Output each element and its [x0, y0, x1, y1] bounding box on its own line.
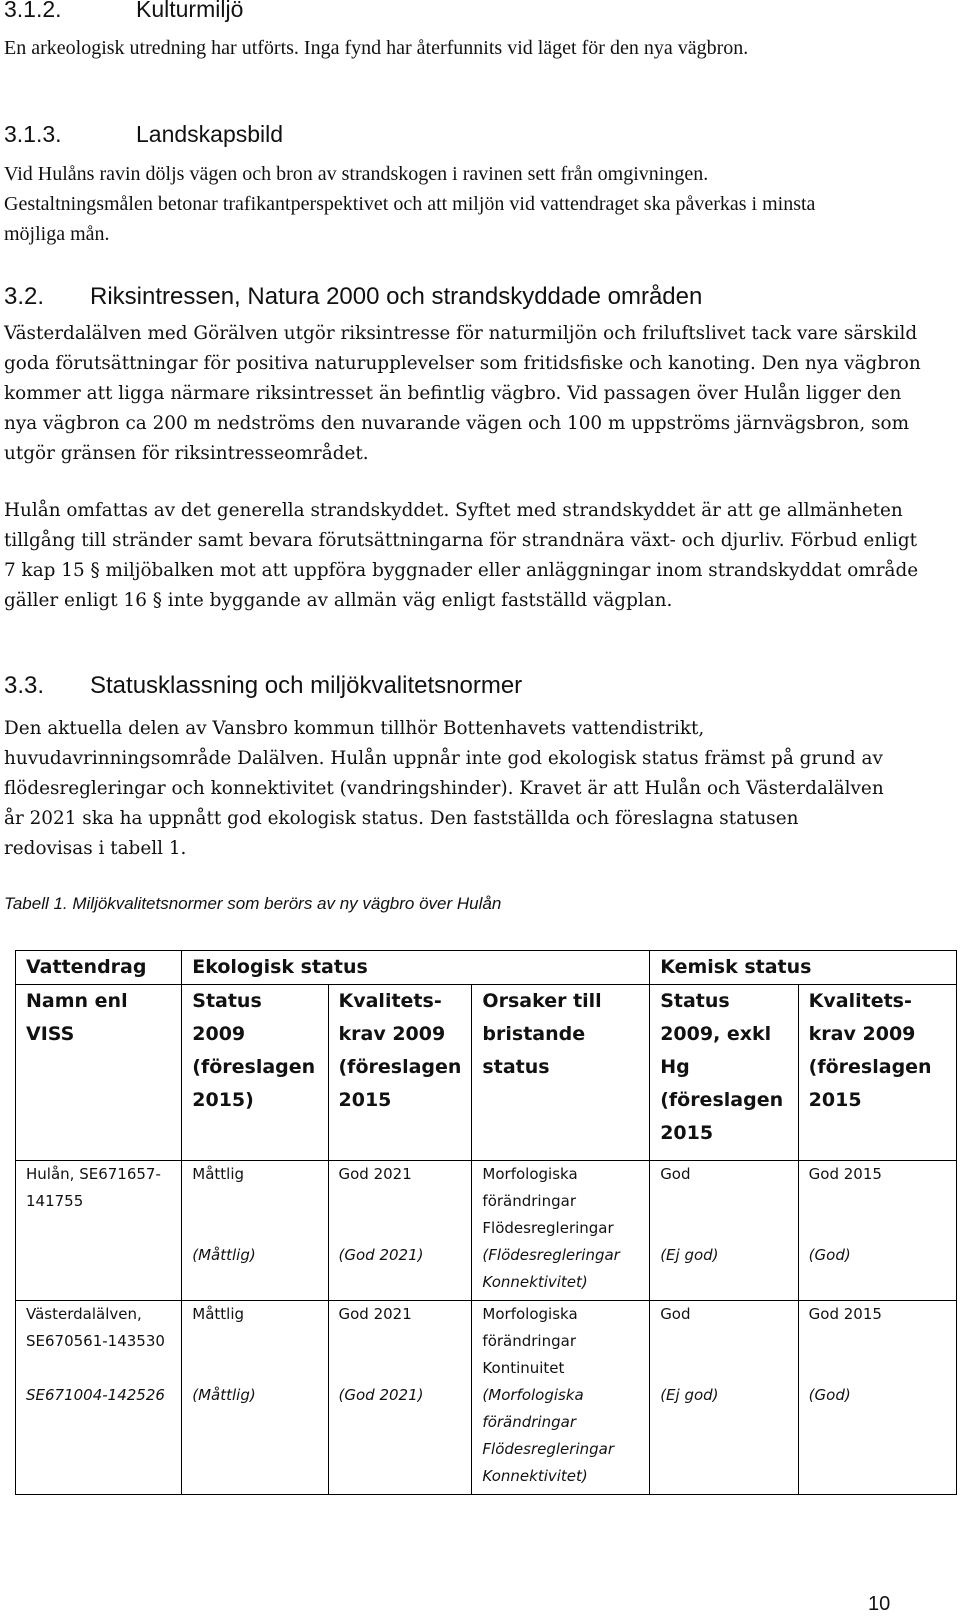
cell-krav: God 2021	[338, 1305, 412, 1323]
header-vattendrag: Vattendrag	[16, 951, 182, 985]
table-group-header-row	[16, 951, 957, 985]
cell-kemisk-krav: God 2015	[808, 1305, 882, 1323]
table-row	[16, 1301, 957, 1495]
paragraph-riksintressen: Västerdalälven med Görälven utgör riksintresse för naturmiljön och friluftslivet tack vare särskild goda förutsättningar för positiva naturupplevelser som fritidsfiske och kanoting. Den nya vägbron kommer att ligga närmare riksintresset än befintlig vägbro. Vid passagen över Hulån ligger den nya vägbron ca 200 m nedströms den nuvarande vägen och 100 m uppströms järnvägsbron, som utgör gränsen för riksintresseområdet.	[4, 323, 921, 464]
cell-krav: God 2021	[338, 1165, 412, 1183]
paragraph-kulturmiljo: En arkeologisk utredning har utförts. Inga fynd har återfunnits vid läget för den nya vägbron.	[4, 37, 749, 59]
cell-kemisk-status-proposed: (Ej god)	[660, 1246, 719, 1264]
cell-kemisk-krav-proposed: (God)	[808, 1246, 851, 1264]
section-title: Statusklassning och miljökvalitetsnormer	[90, 672, 523, 699]
cell-kemisk-status-proposed: (Ej god)	[660, 1386, 719, 1404]
cell-orsaker: Morfologiska förändringar Kontinuitet	[482, 1305, 578, 1377]
cell-status-proposed: (Måttlig)	[192, 1386, 256, 1404]
header-status-2009-exkl-hg: Status 2009, exkl Hg (föreslagen 2015	[650, 985, 798, 1161]
page-number: 10	[868, 1593, 891, 1615]
section-number: 3.3.	[4, 672, 45, 699]
cell-status: Måttlig	[192, 1165, 245, 1183]
heading-statusklassning	[4, 672, 522, 700]
header-kemisk-status: Kemisk status	[650, 951, 957, 985]
cell-orsaker-proposed: (Flödesregleringar Konnektivitet)	[482, 1246, 620, 1291]
cell-name: Västerdalälven, SE670561-143530	[26, 1305, 165, 1350]
cell-orsaker: Morfologiska förändringar Flödesregleringar	[482, 1165, 614, 1237]
cell-kemisk-krav: God 2015	[808, 1165, 882, 1183]
cell-status-proposed: (Måttlig)	[192, 1246, 256, 1264]
paragraph-statusklassning: Den aktuella delen av Vansbro kommun tillhör Bottenhavets vattendistrikt, huvudavrinningsområde Dalälven. Hulån uppnår inte god ekologisk status främst på grund av flödesregleringar och konnektivitet (vandringshinder). Kravet är att Hulån och Västerdalälven år 2021 ska ha uppnått god ekologisk status. Den fastställda och föreslagna statusen redovisas i tabell 1.	[4, 718, 884, 859]
table-row	[16, 1161, 957, 1301]
cell-krav-proposed: (God 2021)	[338, 1386, 424, 1404]
header-status-2009: Status 2009 (föreslagen 2015)	[182, 985, 328, 1161]
section-number: 3.1.2.	[4, 0, 62, 22]
header-ekologisk-status: Ekologisk status	[182, 951, 650, 985]
cell-kemisk-krav-proposed: (God)	[808, 1386, 851, 1404]
cell-kemisk-status: God	[660, 1305, 691, 1323]
heading-riksintressen	[4, 283, 702, 311]
heading-landskapsbild	[4, 121, 283, 148]
cell-name-proposed: SE671004-142526	[26, 1386, 165, 1404]
section-title: Riksintressen, Natura 2000 och strandskyddade områden	[90, 283, 703, 310]
section-number: 3.1.3.	[4, 121, 62, 147]
section-number: 3.2.	[4, 283, 45, 310]
cell-name: Hulån, SE671657-141755	[26, 1165, 161, 1210]
header-namn-enl-viss: Namn enl VISS	[16, 985, 182, 1161]
cell-kemisk-status: God	[660, 1165, 691, 1183]
cell-status: Måttlig	[192, 1305, 245, 1323]
miljokvalitetsnormer-table	[15, 950, 957, 1495]
section-title: Kulturmiljö	[136, 0, 244, 22]
section-title: Landskapsbild	[136, 121, 284, 147]
table-column-header-row	[16, 985, 957, 1161]
heading-kulturmiljo	[4, 0, 243, 23]
header-orsaker: Orsaker till bristande status	[472, 985, 650, 1161]
header-kvalitetskrav-kemisk: Kvalitets-krav 2009 (föreslagen 2015	[798, 985, 956, 1161]
table-caption: Tabell 1. Miljökvalitetsnormer som berörs av ny vägbro över Hulån	[4, 894, 502, 913]
header-kvalitetskrav-2009: Kvalitets-krav 2009 (föreslagen 2015	[328, 985, 472, 1161]
cell-orsaker-proposed: (Morfologiska förändringar Flödesregleringar Konnektivitet)	[482, 1386, 614, 1485]
paragraph-landskapsbild: Vid Hulåns ravin döljs vägen och bron av strandskogen i ravinen sett från omgivningen. Gestaltningsmålen betonar trafikantperspektivet och att miljön vid vattendraget ska påverkas i minsta möjliga mån.	[4, 163, 816, 245]
paragraph-strandskydd: Hulån omfattas av det generella strandskyddet. Syftet med strandskyddet är att ge allmänheten tillgång till stränder samt bevara förutsättningarna för strandnära växt- och djurliv. Förbud enligt 7 kap 15 § miljöbalken mot att uppföra byggnader eller anläggningar inom strandskyddat område gäller enligt 16 § inte byggande av allmän väg enligt fastställd vägplan.	[4, 500, 919, 611]
cell-krav-proposed: (God 2021)	[338, 1246, 424, 1264]
